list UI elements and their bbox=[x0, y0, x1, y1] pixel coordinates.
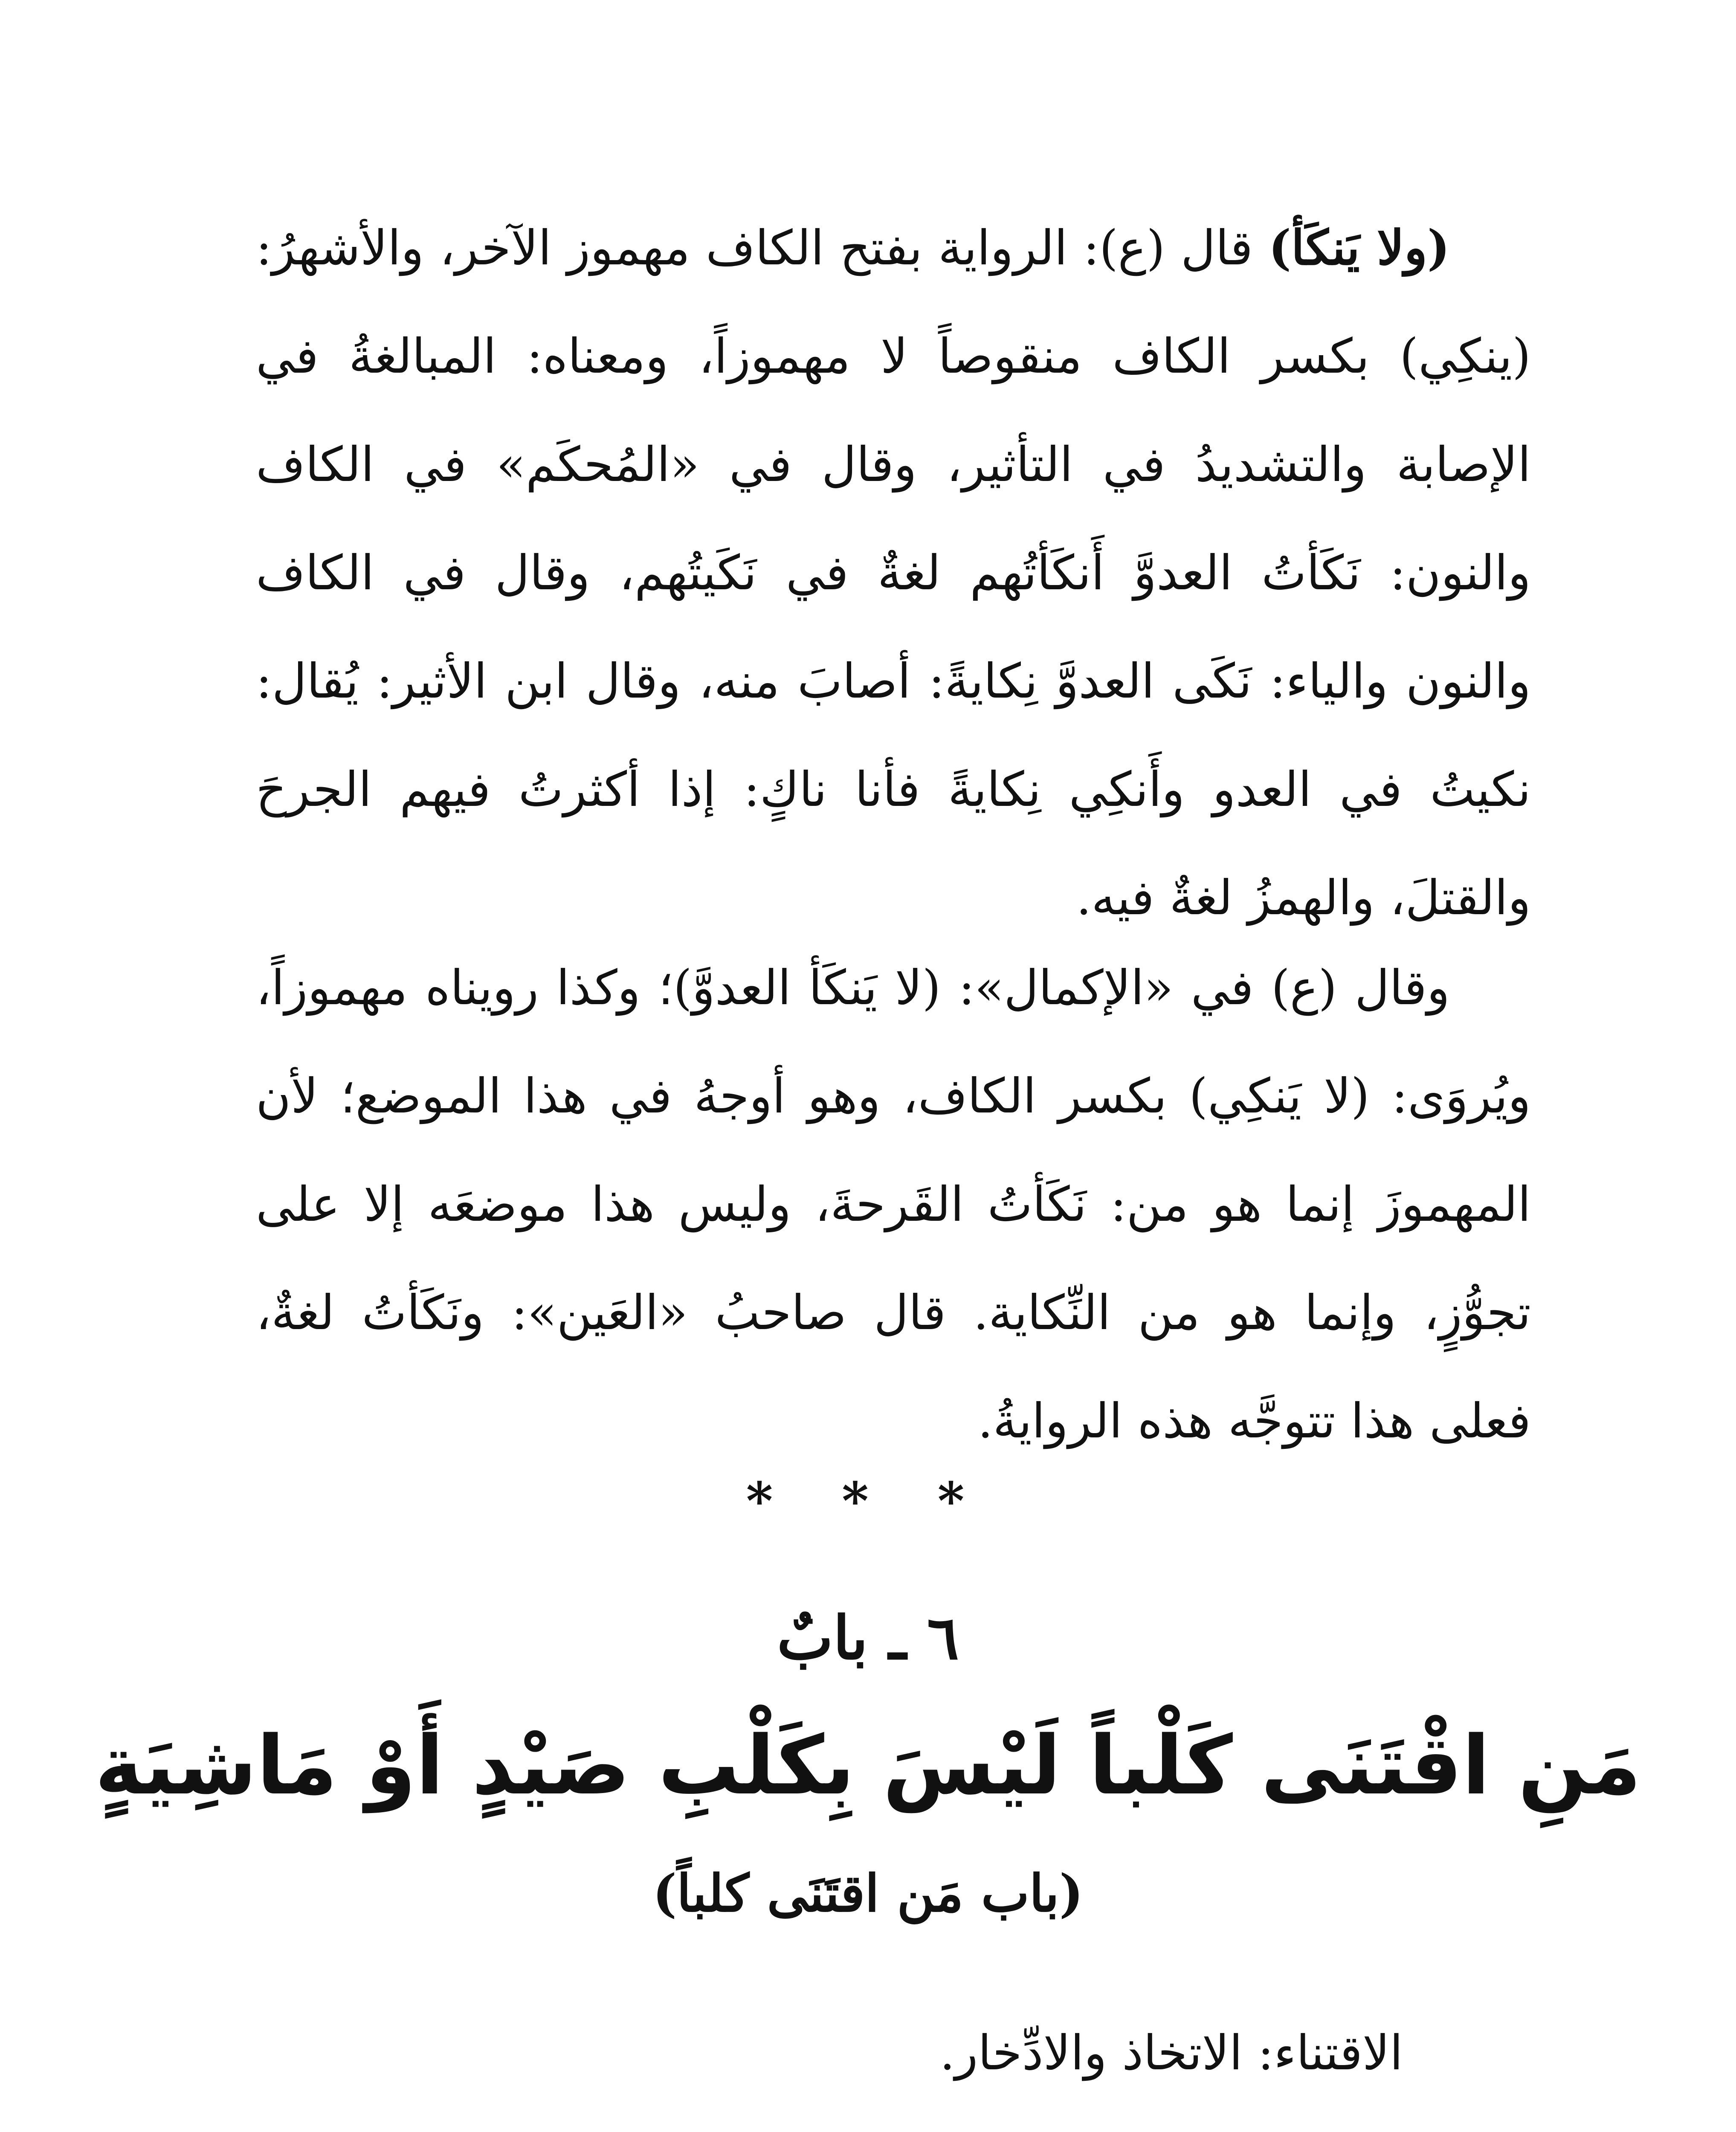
commentary-paragraph-1 bbox=[256, 194, 1531, 952]
section-separator: * * * bbox=[746, 1471, 990, 1531]
chapter-title: مَنِ اقْتَنَى كَلْباً لَيْسَ بِكَلْبِ صَيْدٍ أَوْ مَاشِيَةٍ bbox=[95, 1718, 1641, 1813]
commentary-paragraph-1-text bbox=[256, 194, 1531, 952]
chapter-subtitle: (باب مَن اقتَنَى كلباً) bbox=[652, 1863, 1084, 1923]
quoted-term: (ولا يَنكَأ) bbox=[1268, 220, 1450, 276]
commentary-paragraph-2-text: وقال (ع) في «الإكمال»: (لا يَنكَأ العدوَّ)؛ وكذا رويناه مهموزاً، ويُروَى: (لا يَنكِي) بكسر الكاف، وهو أوجهُ في هذا الموضع؛ لأن المهموزَ إنما هو من: نَكَأتُ القَرحةَ، وليس هذا موضعَه إلا على تجوُّزٍ، وإنما هو من النِّكاية. قال صاحبُ «العَين»: ونَكَأتُ لغةٌ، فعلى هذا تتوجَّه هذه الروايةُ. bbox=[256, 960, 1531, 1449]
commentary-body: قال (ع): الرواية بفتح الكاف مهموز الآخر، والأشهرُ: (ينكِي) بكسر الكاف منقوصاً لا مهموزاً، ومعناه: المبالغةُ في الإصابة والتشديدُ في التأثير، وقال في «المُحكَم» في الكاف والنون: نَكَأتُ العدوَّ أَنكَأتُهم لغةٌ في نَكَيتُهم، وقال في الكاف والنون والياء: نَكَى العدوَّ نِكايةً: أصابَ منه، وقال ابن الأثير: يُقال: نكيتُ في العدو وأَنكِي نِكايةً فأنا ناكٍ: إذا أكثرتُ فيهم الجرحَ والقتلَ، والهمزُ لغةٌ فيه. bbox=[256, 220, 1531, 926]
definition-line: الاقتناء: الاتخاذ والادِّخار. bbox=[939, 2025, 1403, 2081]
chapter-number: ٦ ـ بابٌ bbox=[777, 1603, 959, 1673]
commentary-paragraph-2 bbox=[256, 934, 1531, 1475]
